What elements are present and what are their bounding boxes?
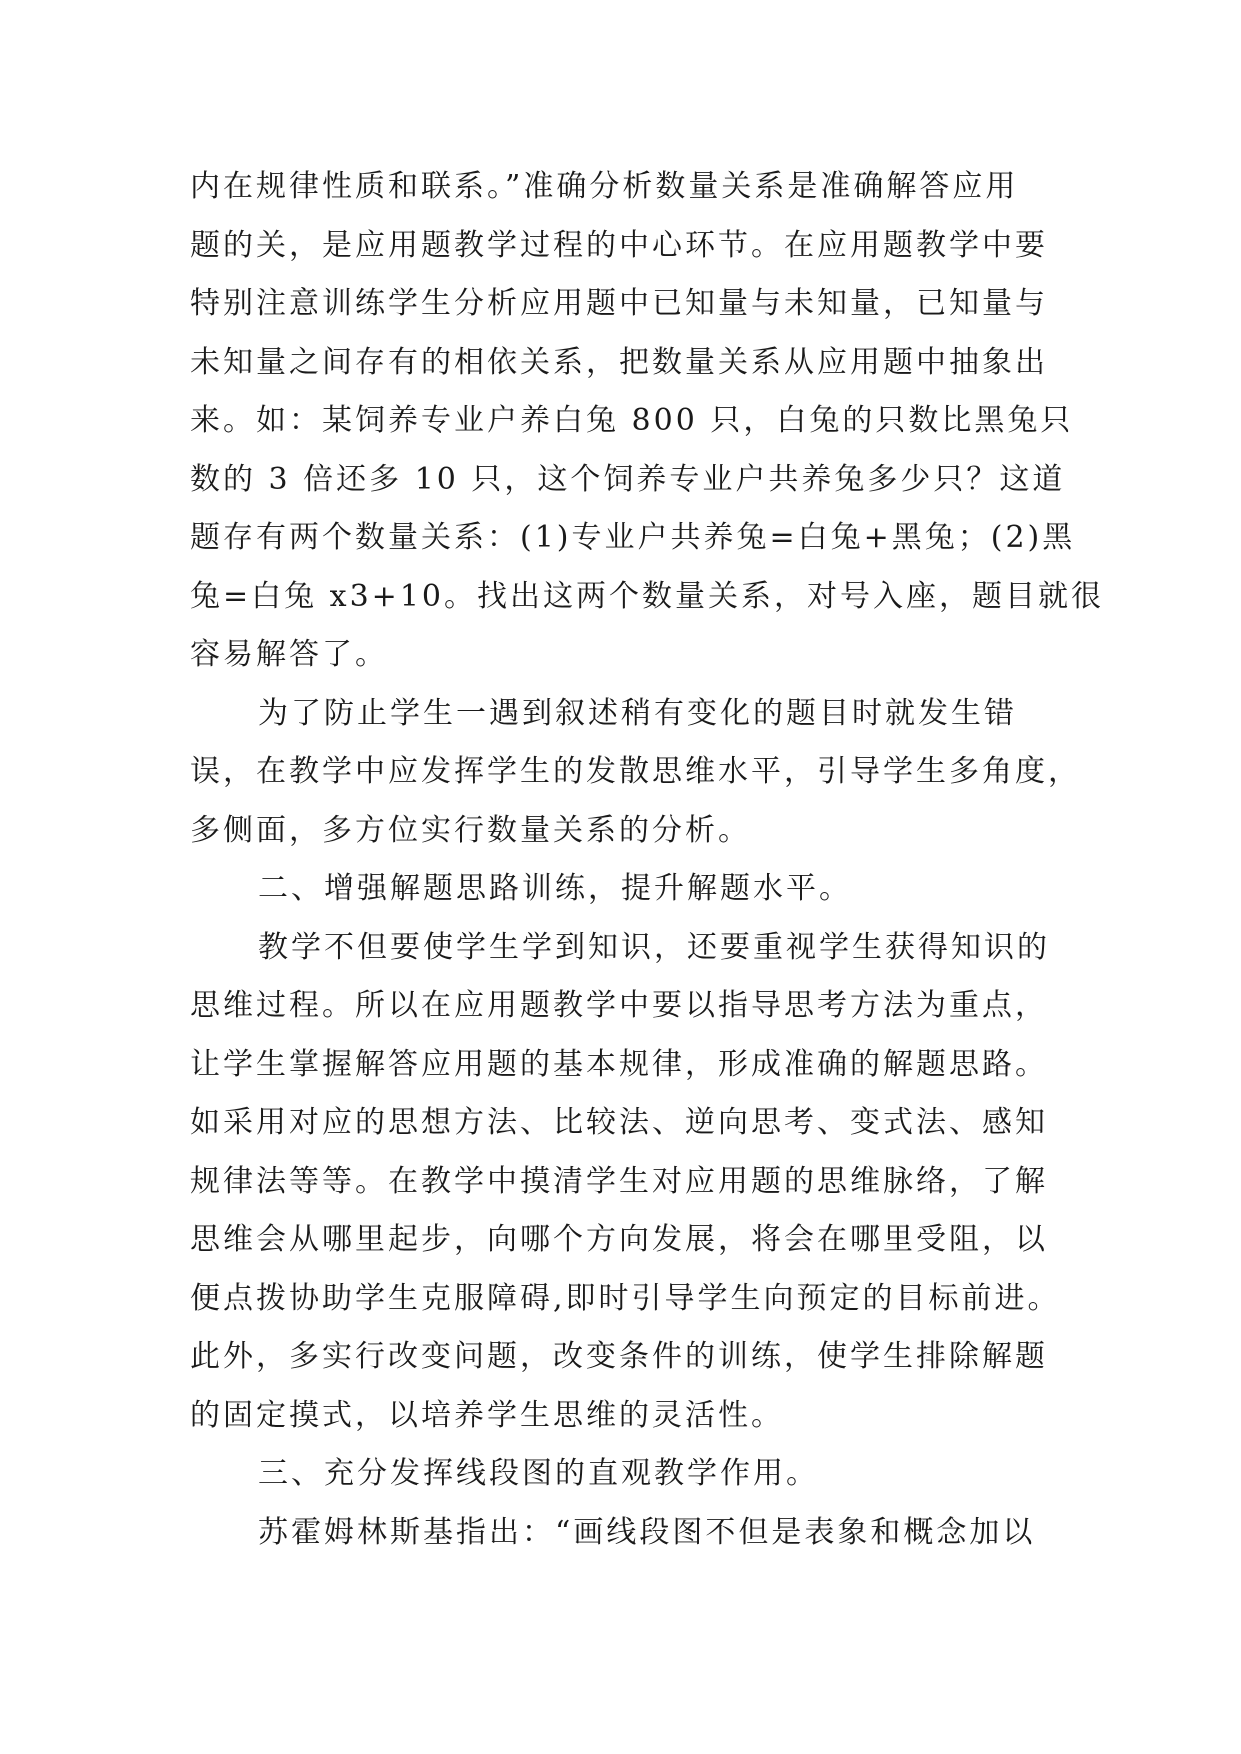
text-line: 多侧面，多方位实行数量关系的分析。: [190, 812, 751, 848]
text-line: 教学不但要使学生学到知识，还要重视学生获得知识的: [258, 929, 1050, 965]
text-line: 思维过程。所以在应用题教学中要以指导思考方法为重点，: [190, 988, 1048, 1023]
text-line: 便点拨协助学生克服障碍,即时引导学生向预定的目标前进。: [190, 1280, 1061, 1316]
text-line: 三、充分发挥线段图的直观教学作用。: [258, 1456, 819, 1491]
text-line: 题存有两个数量关系：(1)专业户共养兔=白兔+黑兔；(2)黑: [190, 520, 1076, 555]
text-line: 题的关，是应用题教学过程的中心环节。在应用题教学中要: [190, 227, 1048, 263]
text-line: 苏霍姆林斯基指出：“画线段图不但是表象和概念加以: [258, 1514, 1036, 1550]
text-line: 让学生掌握解答应用题的基本规律，形成准确的解题思路。: [190, 1046, 1048, 1082]
text-line: 来。如：某饲养专业户养白兔 800 只，白兔的只数比黑兔只: [190, 403, 1074, 438]
text-line: 误，在教学中应发挥学生的发散思维水平，引导学生多角度，: [190, 754, 1081, 789]
text-line: 思维会从哪里起步，向哪个方向发展，将会在哪里受阻，以: [190, 1222, 1048, 1257]
text-line: 兔=白兔 x3+10。找出这两个数量关系，对号入座，题目就很: [190, 578, 1104, 614]
text-line: 特别注意训练学生分析应用题中已知量与未知量，已知量与: [190, 286, 1048, 321]
text-line: 如采用对应的思想方法、比较法、逆向思考、变式法、感知: [190, 1105, 1048, 1140]
text-line: 此外，多实行改变问题，改变条件的训练，使学生排除解题: [190, 1339, 1048, 1374]
document-body: [190, 158, 1104, 1562]
text-line: 的固定摸式，以培养学生思维的灵活性。: [190, 1397, 784, 1433]
text-line: 为了防止学生一遇到叙述稍有变化的题目时就发生错: [258, 695, 1017, 731]
text-line: 规律法等等。在教学中摸清学生对应用题的思维脉络，了解: [190, 1163, 1048, 1199]
text-line: 容易解答了。: [190, 637, 388, 672]
text-line: 未知量之间存有的相依关系，把数量关系从应用题中抽象出: [190, 344, 1048, 380]
text-line: 二、增强解题思路训练，提升解题水平。: [258, 871, 852, 906]
text-line: 数的 3 倍还多 10 只，这个饲养专业户共养兔多少只？这道: [190, 461, 1066, 497]
text-line: 内在规律性质和联系。”准确分析数量关系是准确解答应用: [190, 169, 1019, 204]
